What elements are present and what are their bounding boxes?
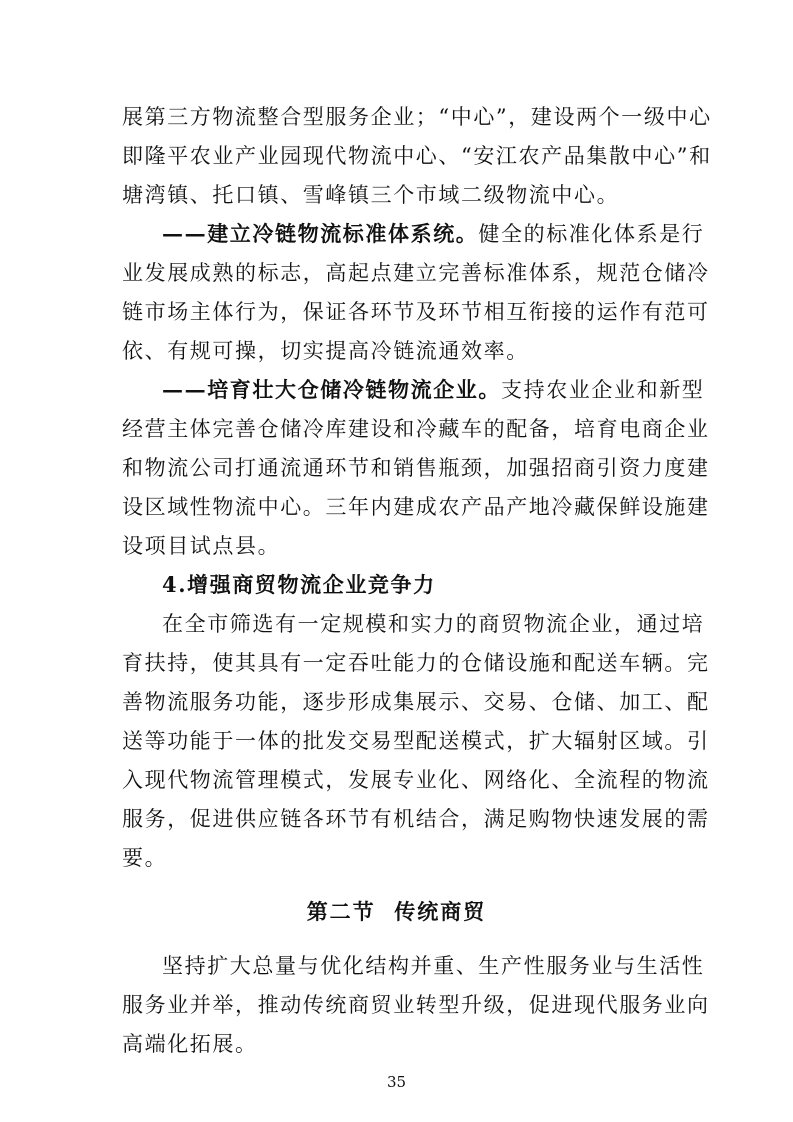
bold-lead-text: ——建立冷链物流标准体系统。 xyxy=(162,221,479,246)
body-line: 设区域性物流中心。三年内建成农产品产地冷藏保鲜设施建 xyxy=(122,495,710,519)
body-line: 送等功能于一体的批发交易型配送模式，扩大辐射区域。引 xyxy=(122,729,710,753)
section-heading: 第二节 传统商贸 xyxy=(306,899,487,924)
body-line: 高端化拓展。 xyxy=(122,1032,258,1056)
paragraph-first-line: 在全市筛选有一定规模和实力的商贸物流企业，通过培 xyxy=(162,612,705,636)
body-line: 和物流公司打通流通环节和销售瓶颈，加强招商引资力度建 xyxy=(122,456,710,480)
body-line: 经营主体完善仓储冷库建设和冷藏车的配备，培育电商企业 xyxy=(122,417,710,441)
body-line: 设项目试点县。 xyxy=(122,534,281,558)
body-line: 展第三方物流整合型服务企业；“中心”，建设两个一级中心 xyxy=(122,105,712,129)
body-line: 育扶持，使其具有一定吞吐能力的仓储设施和配送车辆。完 xyxy=(122,651,710,675)
body-line: 即隆平农业产业园现代物流中心、“安江农产品集散中心”和 xyxy=(122,144,712,168)
body-line: 要。 xyxy=(122,846,168,870)
body-text: 健全的标准化体系是行 xyxy=(478,222,705,246)
body-line: 业发展成熟的标志，高起点建立完善标准体系，规范仓储冷 xyxy=(122,261,710,285)
body-line: 服务业并举，推动传统商贸业转型升级，促进现代服务业向 xyxy=(122,993,710,1017)
bold-lead-text: ——培育壮大仓储冷链物流企业。 xyxy=(162,377,501,402)
paragraph-first-line xyxy=(162,219,705,249)
body-line: 善物流服务功能，逐步形成集展示、交易、仓储、加工、配 xyxy=(122,690,710,714)
body-line: 链市场主体行为，保证各环节及环节相互衔接的运作有范可 xyxy=(122,300,710,324)
page-number: 35 xyxy=(386,1073,407,1091)
body-line: 塘湾镇、托口镇、雪峰镇三个市域二级物流中心。 xyxy=(122,183,620,207)
paragraph-first-line xyxy=(162,375,705,405)
body-line: 服务，促进供应链各环节有机结合，满足购物快速发展的需 xyxy=(122,807,710,831)
body-line: 依、有规可操，切实提高冷链流通效率。 xyxy=(122,339,529,363)
body-text: 支持农业企业和新型 xyxy=(501,378,705,402)
body-line: 入现代物流管理模式，发展专业化、网络化、全流程的物流 xyxy=(122,768,710,792)
paragraph-first-line: 坚持扩大总量与优化结构并重、生产性服务业与生活性 xyxy=(162,954,705,978)
subheading: 4.增强商贸物流企业竞争力 xyxy=(162,572,436,597)
